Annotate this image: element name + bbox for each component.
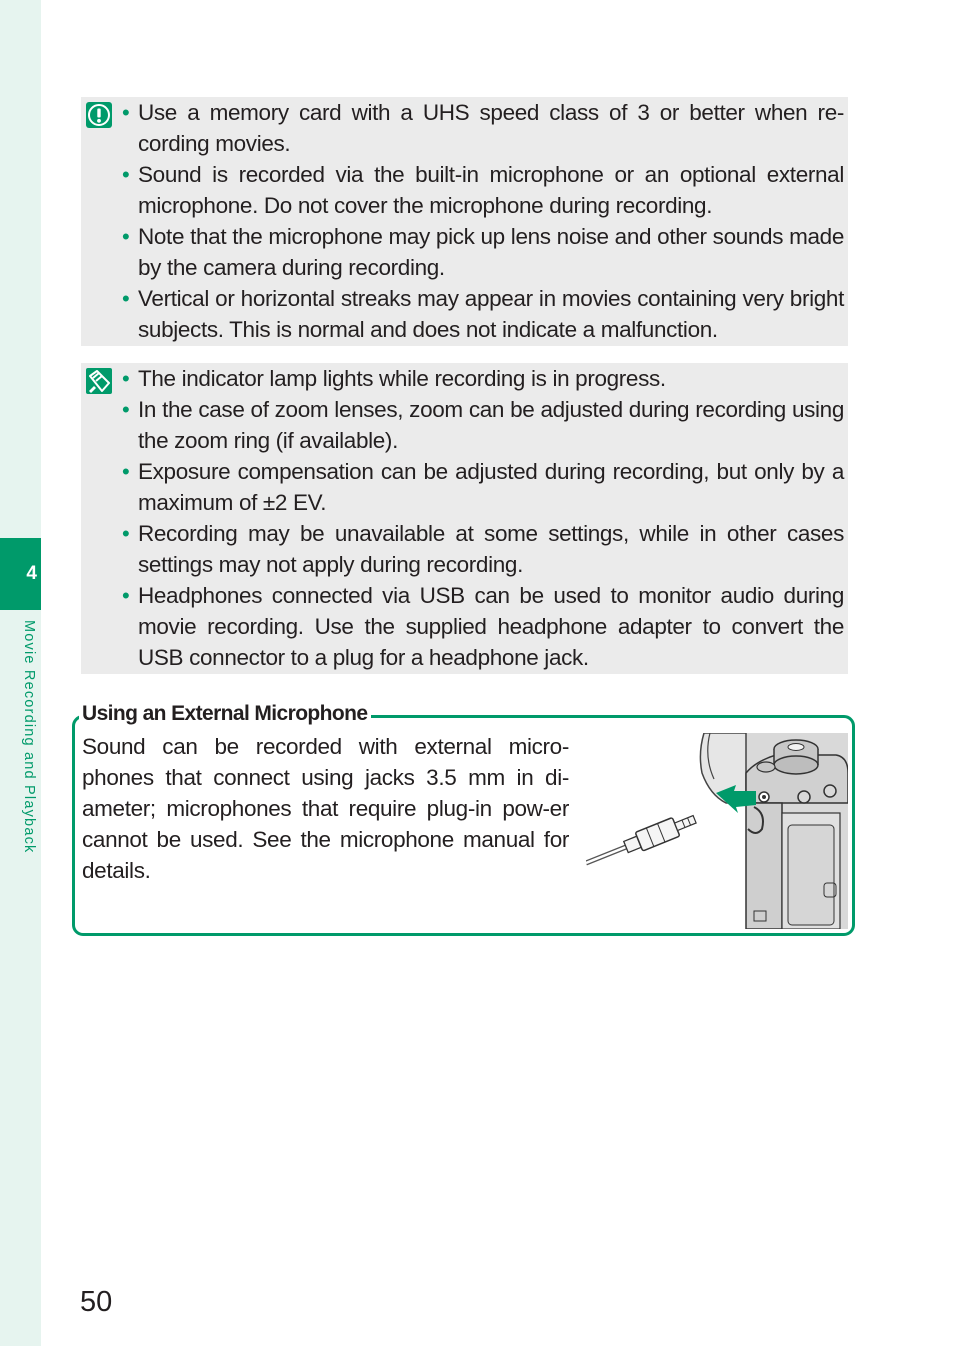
list-item: • Exposure compensation can be adjusted during recording, but only by a maximum of ±2 EV. bbox=[122, 459, 844, 515]
camera-microphone-jack-illustration bbox=[586, 733, 848, 929]
note-box bbox=[81, 363, 848, 674]
list-item: • Note that the microphone may pick up lens noise and other sounds made by the camera during recording. bbox=[122, 224, 844, 280]
note-pencil-icon bbox=[85, 367, 113, 395]
list-item: • Recording may be unavailable at some settings, while in other cases settings may not apply during recording. bbox=[122, 521, 844, 577]
chapter-number: 4 bbox=[26, 563, 37, 584]
external-mic-body: Sound can be recorded with external micro-phones that connect using jacks 3.5 mm in di-ameter; microphones that require plug-in pow-er cannot be used. See the microphone manual for details. bbox=[82, 734, 569, 883]
external-mic-heading: Using an External Microphone bbox=[79, 700, 371, 728]
list-item: • The indicator lamp lights while recording is in progress. bbox=[122, 366, 666, 391]
list-item: • Vertical or horizontal streaks may appear in movies containing very bright subjects. This is normal and does not indicate a malfunction. bbox=[122, 286, 844, 342]
list-item: • Sound is recorded via the built-in microphone or an optional external microphone. Do not cover the microphone during recording. bbox=[122, 162, 844, 218]
note-list bbox=[119, 363, 844, 673]
list-item: • Use a memory card with a UHS speed class of 3 or better when re-cording movies. bbox=[122, 100, 844, 156]
list-item: • Headphones connected via USB can be used to monitor audio during movie recording. Use the supplied headphone adapter to convert the USB connector to a plug for a headphone jack. bbox=[122, 583, 844, 670]
list-item: • In the case of zoom lenses, zoom can be adjusted during recording using the zoom ring (if available). bbox=[122, 397, 844, 453]
caution-exclamation-icon bbox=[85, 101, 113, 129]
page-number: 50 bbox=[80, 1286, 113, 1318]
caution-box bbox=[81, 97, 848, 346]
caution-list bbox=[119, 97, 844, 345]
chapter-title: Movie Recording and Playback bbox=[21, 620, 37, 854]
